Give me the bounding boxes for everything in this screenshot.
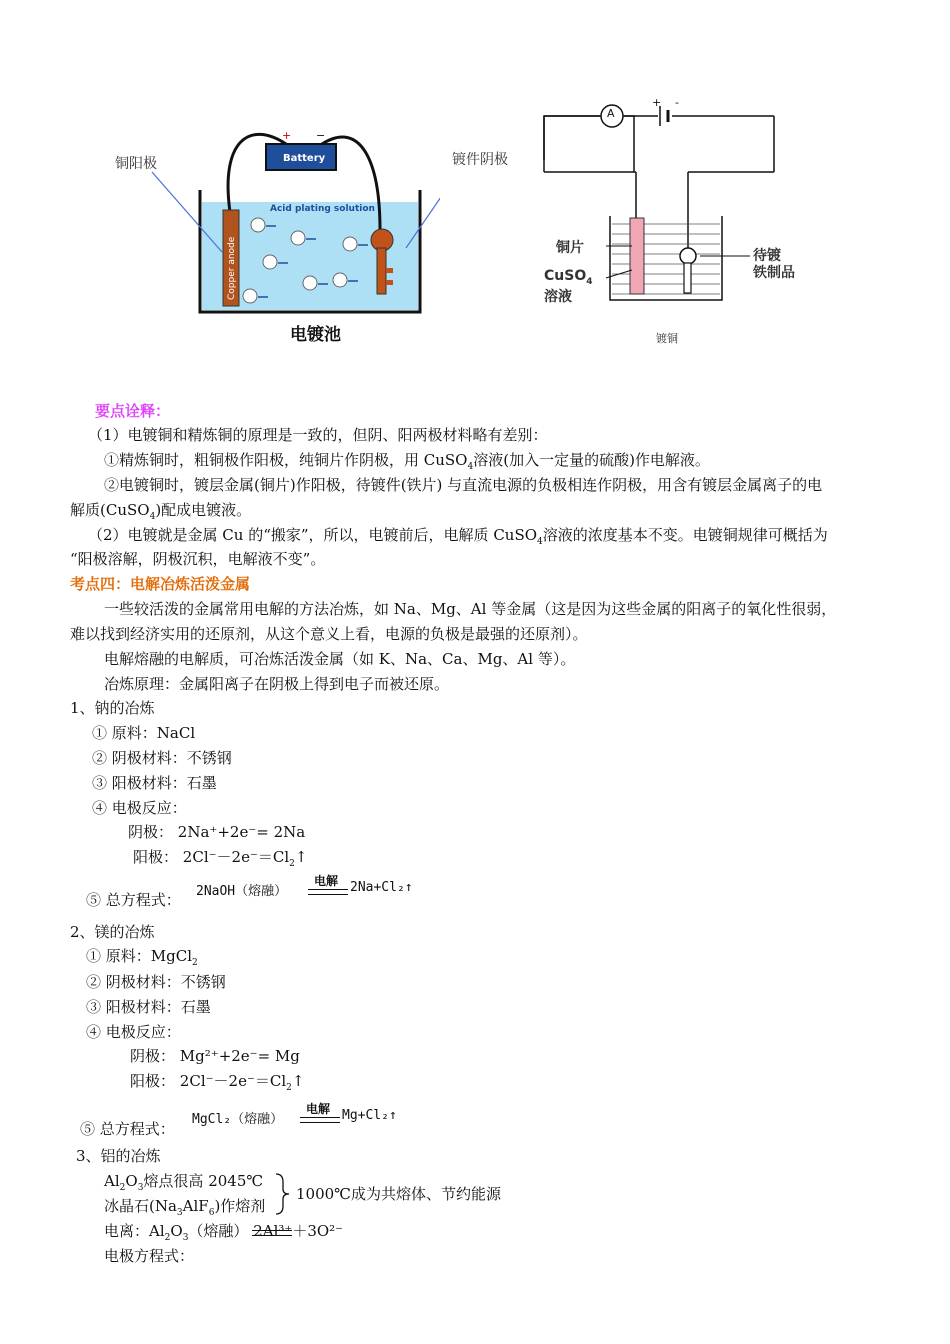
sodium-item-1: ① 原料：NaCl <box>92 724 196 742</box>
al-ion-b: O <box>170 1222 183 1240</box>
sodium-cathode-eq: 2Na⁺+2e⁻= 2Na <box>177 823 306 841</box>
magnesium-total-label: ⑤ 总方程式： <box>80 1120 175 1138</box>
sodium-anode-eq-b: ↑ <box>294 848 308 866</box>
al-l1-sub3: 3 <box>137 1183 144 1193</box>
magnesium-item-1 <box>86 946 198 973</box>
aluminum-brace-note: 1000℃成为共熔体、节约能源 <box>296 1185 501 1203</box>
magnesium-item-1-sub: 2 <box>192 958 198 968</box>
aluminum-title: 3、铝的冶炼 <box>76 1147 161 1165</box>
notes-p2b: 溶液(加入一定量的硫酸)作电解液。 <box>473 451 710 469</box>
aluminum-line-1 <box>104 1171 263 1198</box>
notes-p3: ②电镀铜时，镀层金属(铜片)作阳极，待镀件(铁片) 与直流电源的负极相连作阴极，用含有镀层金属离子的电 <box>104 476 823 494</box>
battery-label: Battery <box>283 153 326 164</box>
al-l2b: AlF <box>182 1197 209 1215</box>
sodium-anode <box>133 847 307 874</box>
notes-p1: （1）电镀铜和精炼铜的原理是一致的，但阴、阳两极材料略有差别： <box>88 426 548 444</box>
notes-p5b: 溶液的浓度基本不变。电镀铜规律可概括为 <box>542 526 828 544</box>
section4-title: 考点四：电解冶炼活泼金属 <box>70 575 251 593</box>
copper-anode-label: Copper anode <box>227 236 237 300</box>
magnesium-anode-eq-a: 2Cl⁻－2e⁻＝Cl <box>179 1072 287 1090</box>
solution-label: Acid plating solution <box>270 204 375 214</box>
notes-p2a: ①精炼铜时，粗铜极作阳极，纯铜片作阴极，用 CuSO <box>104 451 468 469</box>
magnesium-cathode-label: 阴极： <box>130 1047 176 1065</box>
sodium-anode-label: 阳极： <box>133 848 179 866</box>
magnesium-item-2: ② 阴极材料：不锈钢 <box>86 973 226 991</box>
sodium-total-label: ⑤ 总方程式： <box>86 891 181 909</box>
sodium-eq-sign <box>308 889 348 895</box>
notes-p2-sub: 4 <box>467 462 474 472</box>
al-l2-sub6: 6 <box>208 1208 215 1218</box>
magnesium-cathode-eq: Mg²⁺+2e⁻= Mg <box>179 1047 300 1065</box>
fig2-plus: + <box>652 96 662 109</box>
sodium-anode-sub: 2 <box>289 859 295 869</box>
notes-p5 <box>88 525 828 552</box>
item-label-1: 待镀 <box>753 248 781 264</box>
sodium-title: 1、钠的冶炼 <box>70 699 155 717</box>
al-ion-sub2: 2 <box>164 1233 171 1243</box>
item-label-2: 铁制品 <box>753 265 795 281</box>
sodium-total-right: 2Na+Cl₂↑ <box>350 880 413 895</box>
notes-p4b: )配成电镀液。 <box>155 501 252 519</box>
aluminum-electrode-eq: 电极方程式： <box>104 1247 195 1265</box>
al-l2a: 冰晶石(Na <box>104 1197 177 1215</box>
cuso4-text: CuSO <box>544 268 587 284</box>
section4-p2: 难以找到经济实用的还原剂，从这个意义上看，电源的负极是最强的还原剂）。 <box>70 625 588 643</box>
notes-p4-sub: 4 <box>149 512 156 522</box>
notes-p4a: 解质(CuSO <box>70 501 150 519</box>
solution-cn-label: 溶液 <box>544 289 572 305</box>
sodium-item-4: ④ 电极反应： <box>92 799 187 817</box>
sodium-anode-eq-a: 2Cl⁻－2e⁻＝Cl <box>182 848 290 866</box>
notes-p5-sub: 4 <box>537 537 543 547</box>
notes-p2 <box>104 450 710 477</box>
sodium-total-cond: 电解 <box>314 874 339 888</box>
magnesium-anode-sub: 2 <box>286 1083 292 1093</box>
magnesium-anode <box>130 1071 304 1098</box>
notes-p5a: （2）电镀就是金属 Cu 的“搬家”，所以，电镀前后，电解质 CuSO <box>88 526 538 544</box>
magnesium-title: 2、镁的冶炼 <box>70 923 155 941</box>
sodium-total-left: 2NaOH（熔融） <box>196 884 288 899</box>
al-l1-sub2: 2 <box>119 1183 126 1193</box>
fig1-caption: 电镀池 <box>290 325 341 345</box>
aluminum-line-2 <box>104 1196 265 1223</box>
sodium-item-2: ② 阴极材料：不锈钢 <box>92 749 232 767</box>
magnesium-anode-label: 阳极： <box>130 1072 176 1090</box>
magnesium-total-cond: 电解 <box>306 1102 331 1116</box>
al-l2-sub3: 3 <box>176 1208 183 1218</box>
magnesium-item-3: ③ 阳极材料：石墨 <box>86 998 211 1016</box>
section4-p3: 电解熔融的电解质，可冶炼活泼金属（如 K、Na、Ca、Mg、Al 等）。 <box>104 650 576 668</box>
al-l2c: )作熔剂 <box>214 1197 266 1215</box>
magnesium-item-1-text: ① 原料：MgCl <box>86 947 193 965</box>
aluminum-eq-sign <box>252 1230 292 1236</box>
magnesium-cathode <box>130 1046 300 1066</box>
magnesium-item-4: ④ 电极反应： <box>86 1023 181 1041</box>
sodium-item-3: ③ 阳极材料：石墨 <box>92 774 217 792</box>
battery-plus: + <box>282 129 292 142</box>
magnesium-total-right: Mg+Cl₂↑ <box>342 1108 397 1123</box>
magnesium-total-left: MgCl₂（熔融） <box>192 1112 284 1127</box>
section4-p1: 一些较活泼的金属常用电解的方法冶炼，如 Na、Mg、Al 等金属（这是因为这些金属的阳离子的氧化性很弱， <box>104 600 837 618</box>
notes-p4 <box>70 500 251 527</box>
notes-title: 要点诠释： <box>95 402 171 420</box>
sodium-cathode-label: 阴极： <box>128 823 174 841</box>
al-l1c: 熔点很高 2045℃ <box>143 1172 264 1190</box>
fig2-minus: - <box>675 96 679 109</box>
ammeter-label: A <box>607 107 615 120</box>
fig1-cathode-label: 镀件阴极 <box>452 152 508 168</box>
fig2-caption: 镀铜 <box>656 332 678 345</box>
cuso4-sub: 4 <box>586 276 593 287</box>
cuso4-label <box>544 268 593 287</box>
copper-sheet-label: 铜片 <box>556 240 584 256</box>
sodium-cathode <box>128 822 305 842</box>
al-ion-a: 电离：Al <box>104 1222 165 1240</box>
battery-minus: − <box>316 129 326 142</box>
section4-p4: 冶炼原理：金属阳离子在阴极上得到电子而被还原。 <box>104 675 450 693</box>
notes-p6: “阳极溶解，阴极沉积，电解液不变”。 <box>70 550 326 568</box>
al-ion-sub3: 3 <box>182 1233 189 1243</box>
al-l1a: Al <box>104 1172 120 1190</box>
aluminum-ionization <box>104 1221 343 1248</box>
al-l1b: O <box>125 1172 138 1190</box>
right-brace <box>274 1172 292 1216</box>
magnesium-eq-sign <box>300 1117 340 1123</box>
al-ion-d: 2Al³⁺＋3O²⁻ <box>253 1222 344 1240</box>
fig1-anode-label: 铜阳极 <box>115 156 157 172</box>
magnesium-anode-eq-b: ↑ <box>291 1072 305 1090</box>
al-ion-c: （熔融） <box>188 1222 249 1240</box>
